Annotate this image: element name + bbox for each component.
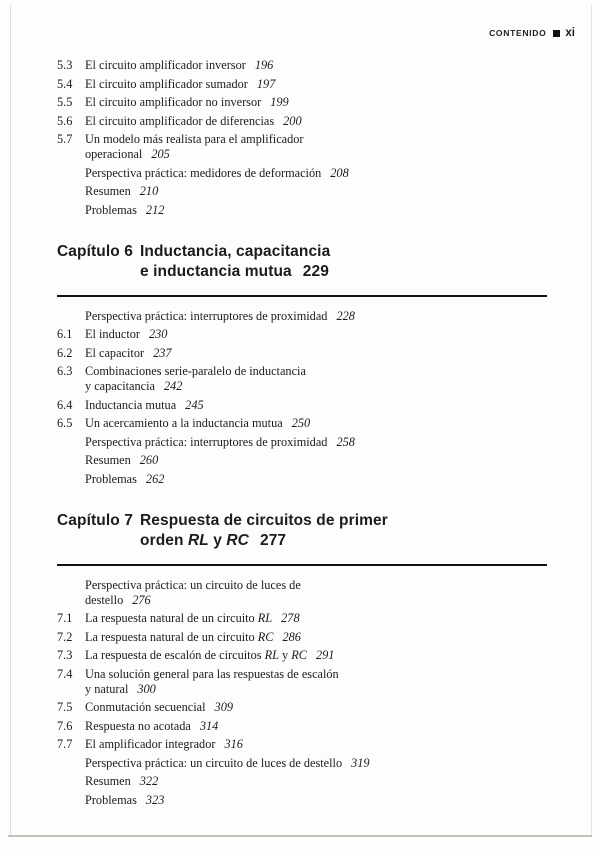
toc [57,58,572,811]
text-segment: RC [291,648,307,662]
toc-entry [57,95,572,110]
entry-number: 7.2 [57,629,73,644]
toc-entry [57,756,572,771]
text-segment: El circuito amplificador inversor [85,58,246,72]
entry-line [85,416,572,431]
scan-edge-right [591,5,592,837]
toc-entry [57,472,572,487]
toc-entry [57,77,572,92]
entry-number: 7.4 [57,666,73,681]
page-header [489,27,575,39]
toc-entry [57,114,572,129]
entry-page: 228 [336,308,355,323]
entry-line [85,166,572,181]
text-segment: El circuito amplificador sumador [85,76,248,91]
text-segment: El circuito amplificador de diferencias [85,113,275,128]
toc-entry [57,611,572,626]
entry-page: 260 [139,453,159,467]
text-segment: Resumen [85,774,131,788]
chapter-page: 277 [259,531,287,549]
entry-number: 6.5 [57,416,73,430]
toc-entry [57,719,572,734]
entry-page: 245 [185,397,204,412]
entry-number: 5.4 [57,76,73,91]
entry-line [85,719,572,734]
chapter-title-line [140,242,572,262]
entry-number: 7.5 [57,700,73,714]
text-segment: RC [226,531,249,549]
toc-entry [57,667,572,697]
entry-line [85,453,572,468]
toc-entry [57,398,572,413]
entry-line [85,593,572,608]
scan-edge-left [10,5,11,837]
chapter-heading [57,511,572,551]
entry-page: 314 [199,718,219,733]
toc-entry [57,203,572,218]
entry-page: 276 [132,592,151,607]
entry-page: 250 [291,416,311,430]
header-title: CONTENIDO [489,28,547,38]
chapter-page: 229 [302,262,329,280]
text-segment: El circuito amplificador no inversor [85,95,262,109]
entry-line [85,756,572,771]
entry-line [85,700,572,715]
text-segment: orden [140,531,188,549]
entry-line [85,648,572,663]
entry-number: 5.3 [57,58,73,72]
entry-line [85,398,572,413]
text-segment: Resumen [85,453,131,467]
entry-line [85,737,572,752]
entry-number: 5.5 [57,95,73,109]
entry-page: 237 [153,345,172,360]
chapter-label: Capítulo 7 [57,511,133,529]
entry-page: 208 [330,165,349,180]
text-segment: Un modelo más realista para el amplificador [85,132,304,146]
entry-number: 7.1 [57,611,73,625]
entry-page: 212 [145,202,165,217]
entry-page: 210 [139,184,159,198]
entry-page: 300 [137,681,156,696]
text-segment: La respuesta natural de un circuito [85,611,258,625]
entry-page: 262 [145,471,165,486]
toc-entry [57,364,572,394]
entry-page: 286 [282,629,301,644]
text-segment: RC [257,629,274,644]
toc-entry [57,435,572,450]
text-segment: destello [85,592,124,607]
entry-page: 309 [214,700,233,714]
entry-page: 199 [270,95,289,109]
text-segment: Combinaciones serie-paralelo de inductancia [85,364,306,378]
text-segment: El capacitor [85,345,145,360]
text-segment: y natural [85,681,129,696]
text-segment: operacional [85,147,143,161]
text-segment: La respuesta natural de un circuito [85,629,258,644]
entry-number: 7.3 [57,648,73,662]
toc-entry [57,737,572,752]
entry-page: 242 [163,379,183,393]
entry-page: 205 [151,147,170,161]
text-segment: Una solución general para las respuestas de escalón [85,666,339,681]
entry-line [85,346,572,361]
toc-entry [57,184,572,199]
text-segment: Perspectiva práctica: interruptores de proximidad [85,434,328,449]
entry-page: 258 [336,434,355,449]
text-segment: Resumen [85,184,131,198]
text-segment: e inductancia mutua [140,262,292,280]
entry-line [85,309,572,324]
text-segment: RL [187,531,209,549]
toc-entry [57,132,572,162]
toc-entry [57,700,572,715]
text-segment: Problemas [85,471,137,486]
text-segment: Problemas [85,792,137,807]
entry-line [85,327,572,342]
toc-entry [57,58,572,73]
entry-page: 230 [148,327,168,341]
text-segment: y [208,531,227,549]
text-segment: El amplificador integrador [85,737,216,751]
text-segment: Inductancia mutua [85,397,177,412]
entry-page: 322 [139,774,159,788]
entry-line [85,667,572,682]
text-segment: Un acercamiento a la inductancia mutua [85,416,283,430]
entry-line [85,611,572,626]
text-segment: Inductancia, capacitancia [140,242,331,260]
scan-edge-bottom [8,835,592,837]
entry-line [85,774,572,789]
entry-line [85,364,572,379]
text-segment: La respuesta de escalón de circuitos [85,648,265,662]
entry-number: 6.1 [57,327,73,341]
text-segment: Perspectiva práctica: interruptores de proximidad [85,308,328,323]
text-segment: El inductor [85,327,140,341]
entry-line [85,132,572,147]
entry-line [85,793,572,808]
toc-entry [57,793,572,808]
entry-number: 5.7 [57,132,73,146]
chapter-rule [57,295,547,297]
text-segment: y capacitancia [85,379,155,393]
toc-entry [57,453,572,468]
entry-page: 319 [351,755,370,770]
entry-line [85,472,572,487]
entry-number: 6.2 [57,345,73,360]
entry-line [85,58,572,73]
entry-number: 6.3 [57,364,73,378]
entry-line [85,203,572,218]
entry-page: 278 [281,611,300,625]
entry-line [85,95,572,110]
toc-entry [57,774,572,789]
entry-line [85,578,572,593]
chapter-heading [57,242,572,282]
toc-entry [57,346,572,361]
entry-page: 323 [145,792,165,807]
entry-number: 5.6 [57,113,73,128]
text-segment: Perspectiva práctica: un circuito de luces de [85,577,301,592]
text-segment: Respuesta no acotada [85,718,191,733]
text-segment: RL [257,611,273,625]
entry-line [85,379,572,394]
text-segment: Perspectiva práctica: un circuito de luces de destello [85,755,343,770]
chapter-rule [57,564,547,566]
toc-entry [57,416,572,431]
entry-line [85,147,572,162]
chapter-title-line [140,531,572,551]
chapter-label: Capítulo 6 [57,242,133,260]
entry-page: 197 [256,76,276,91]
entry-page: 196 [254,58,274,72]
chapter-title-line [140,511,572,531]
toc-entry [57,327,572,342]
entry-page: 200 [283,113,302,128]
entry-line [85,435,572,450]
entry-page: 316 [224,737,243,751]
text-segment: RL [264,648,279,662]
text-segment: Perspectiva práctica: medidores de deformación [85,165,322,180]
toc-entry [57,578,572,608]
toc-entry [57,648,572,663]
entry-line [85,114,572,129]
toc-entry [57,309,572,324]
text-segment: Respuesta de circuitos de primer [140,511,388,529]
entry-number: 6.4 [57,397,73,412]
entry-number: 7.7 [57,737,73,751]
header-page-number: xi [565,27,575,39]
entry-line [85,77,572,92]
chapter-title-line [140,262,572,282]
entry-line [85,630,572,645]
toc-entry [57,630,572,645]
entry-line [85,682,572,697]
entry-line [85,184,572,199]
entry-number: 7.6 [57,718,73,733]
text-segment: y [278,648,292,662]
toc-entry [57,166,572,181]
square-bullet-icon [553,30,560,37]
entry-page: 291 [315,648,335,662]
text-segment: Conmutación secuencial [85,700,206,714]
text-segment: Problemas [85,202,137,217]
